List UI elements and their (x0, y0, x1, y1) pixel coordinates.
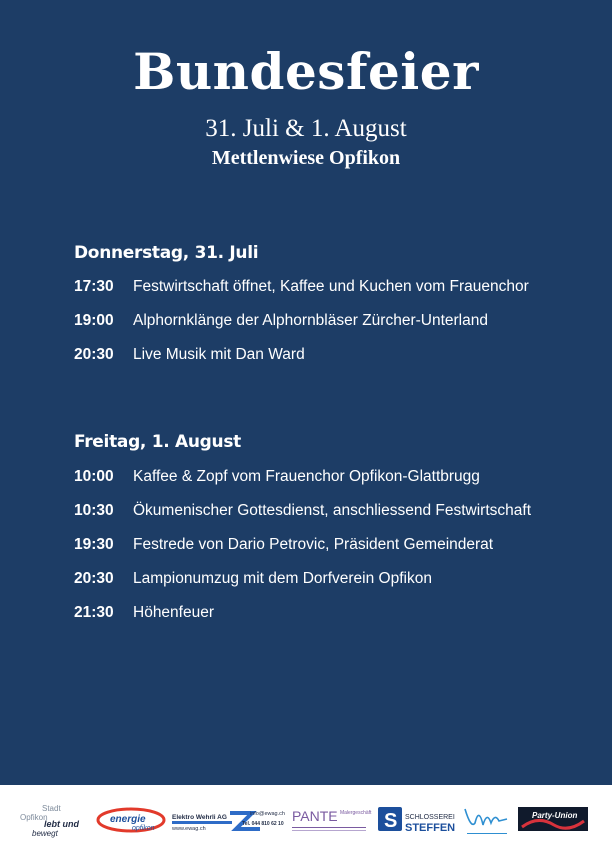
event-time: 19:30 (74, 536, 114, 553)
svg-text:Malergeschäft: Malergeschäft (340, 810, 372, 816)
svg-text:S: S (384, 810, 398, 832)
svg-text:info@ewag.ch: info@ewag.ch (250, 811, 285, 817)
event-description: Alphornklänge der Alphornbläser Zürcher-Unterland (133, 312, 488, 329)
svg-text:lebt und: lebt und (44, 819, 79, 829)
svg-text:Opfikon: Opfikon (20, 813, 48, 822)
schedule-row (74, 604, 574, 638)
event-description: Kaffee & Zopf vom Frauenchor Opfikon-Glattbrugg (133, 468, 480, 485)
svg-text:Stadt: Stadt (42, 804, 61, 813)
party-union-logo (518, 803, 590, 837)
day-section-friday (74, 430, 574, 638)
event-time: 21:30 (74, 604, 114, 621)
event-time: 19:00 (74, 312, 114, 329)
event-time: 17:30 (74, 278, 114, 295)
elektro-wehrli-logo (172, 803, 286, 837)
event-description: Festwirtschaft öffnet, Kaffee und Kuchen vom Frauenchor (133, 278, 529, 295)
event-time: 20:30 (74, 570, 114, 587)
svg-text:PANTE: PANTE (292, 808, 338, 824)
energie-opfikon-logo (95, 803, 167, 837)
event-time: 10:30 (74, 502, 114, 519)
event-description: Festrede von Dario Petrovic, Präsident Gemeinderat (133, 536, 494, 553)
schedule-row (74, 278, 574, 312)
event-description: Ökumenischer Gottesdienst, anschliessend Festwirtschaft (133, 502, 532, 519)
event-dates: 31. Juli & 1. August (205, 115, 407, 142)
svg-text:Party-Union: Party-Union (532, 811, 578, 820)
event-description: Lampionumzug mit dem Dorfverein Opfikon (133, 570, 432, 587)
svg-text:energie: energie (110, 814, 146, 825)
stadt-opfikon-logo (18, 803, 88, 837)
svg-text:www.ewag.ch: www.ewag.ch (172, 826, 206, 832)
event-time: 20:30 (74, 346, 114, 363)
schedule-row (74, 502, 574, 536)
sponsor-footer (0, 785, 612, 859)
day-section-thursday (74, 241, 574, 380)
event-time: 10:00 (74, 468, 114, 485)
pante-logo (292, 803, 372, 837)
svg-text:STEFFEN: STEFFEN (405, 822, 456, 834)
schlosserei-steffen-logo (378, 803, 458, 837)
signature-logo (461, 803, 511, 837)
day-heading: Donnerstag, 31. Juli (74, 243, 259, 263)
schedule-row (74, 570, 574, 604)
schedule-row (74, 346, 574, 380)
schedule-row (74, 312, 574, 346)
event-description: Live Musik mit Dan Ward (133, 346, 305, 363)
svg-text:Elektro Wehrli AG: Elektro Wehrli AG (172, 814, 227, 821)
svg-text:bewegt: bewegt (32, 829, 58, 838)
svg-text:opfikon: opfikon (132, 825, 155, 832)
header (0, 42, 612, 170)
svg-text:SCHLOSSEREI: SCHLOSSEREI (405, 814, 455, 821)
svg-text:Tel. 044 810 62 10: Tel. 044 810 62 10 (242, 821, 284, 827)
page-title: Bundesfeier (133, 42, 479, 101)
schedule-row (74, 536, 574, 570)
schedule-row (74, 468, 574, 502)
day-heading: Freitag, 1. August (74, 432, 241, 452)
event-description: Höhenfeuer (133, 604, 215, 621)
event-venue: Mettlenwiese Opfikon (211, 147, 401, 169)
